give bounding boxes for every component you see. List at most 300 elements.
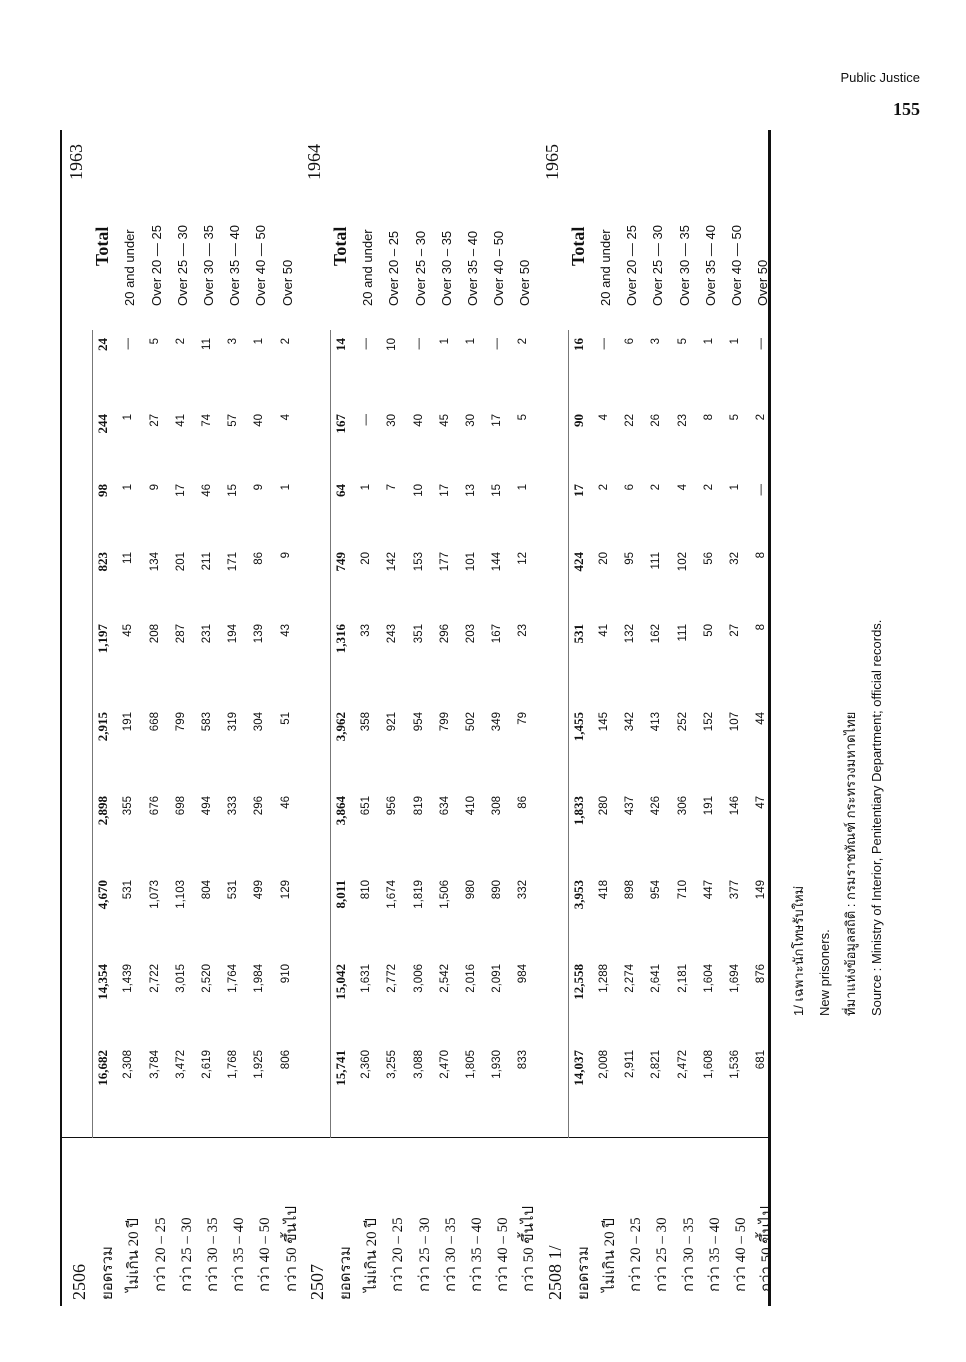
table-cell: 162 bbox=[650, 624, 663, 644]
total-cell: 823 bbox=[95, 552, 111, 572]
age-label-thai: ไม่เกิน 20 ปี bbox=[364, 1218, 381, 1292]
table-cell: 208 bbox=[148, 624, 161, 644]
table-cell: 145 bbox=[598, 712, 610, 732]
table-cell: 111 bbox=[676, 624, 689, 642]
table-row bbox=[409, 130, 435, 1306]
table-cell: 494 bbox=[201, 796, 213, 816]
table-cell: 3,088 bbox=[412, 1050, 425, 1079]
table-cell: 46 bbox=[279, 796, 292, 809]
table-cell: 819 bbox=[412, 796, 425, 816]
table-cell: 4 bbox=[279, 414, 292, 421]
table-cell: 349 bbox=[491, 712, 504, 732]
table-cell: 1,604 bbox=[702, 964, 715, 993]
table-cell: 191 bbox=[122, 712, 135, 732]
table-cell: — bbox=[598, 338, 610, 350]
table-cell: 211 bbox=[201, 552, 213, 571]
table-cell: 9 bbox=[148, 484, 161, 491]
table-cell: 12 bbox=[517, 552, 530, 565]
table-cell: — bbox=[491, 338, 504, 350]
table-cell: 799 bbox=[174, 712, 187, 732]
table-row bbox=[673, 130, 699, 1306]
table-cell: 1 bbox=[729, 338, 741, 345]
table-row bbox=[171, 130, 197, 1306]
age-label-thai: กว่า 35 – 40 bbox=[469, 1217, 485, 1292]
table-cell: 377 bbox=[729, 880, 741, 900]
table-cell: 5 bbox=[517, 414, 530, 421]
table-row bbox=[699, 130, 725, 1306]
total-cell: 98 bbox=[95, 484, 111, 497]
table-cell: 2,911 bbox=[624, 1050, 637, 1078]
table-cell: 44 bbox=[755, 712, 768, 725]
table-cell: 167 bbox=[491, 624, 504, 644]
table-row bbox=[461, 130, 487, 1306]
table-cell: 2,091 bbox=[491, 964, 504, 993]
total-cell: 16,682 bbox=[95, 1050, 111, 1086]
table-cell: 1 bbox=[279, 484, 292, 491]
table-cell: 956 bbox=[386, 796, 399, 816]
table-cell: 51 bbox=[279, 712, 292, 725]
table-cell: 30 bbox=[465, 414, 477, 427]
total-rule bbox=[92, 330, 93, 1138]
table-cell: 1,103 bbox=[174, 880, 187, 909]
table-cell: 921 bbox=[386, 712, 399, 732]
table-cell: 1 bbox=[465, 338, 477, 345]
table-cell: 306 bbox=[676, 796, 689, 816]
total-cell: 749 bbox=[333, 552, 348, 572]
table-cell: 17 bbox=[174, 484, 187, 497]
footnotes bbox=[786, 136, 890, 1016]
table-cell: 2 bbox=[517, 338, 530, 345]
table-cell: 418 bbox=[598, 880, 610, 900]
table-cell: 129 bbox=[279, 880, 292, 900]
table-cell: 954 bbox=[650, 880, 663, 900]
table-cell: 46 bbox=[201, 484, 213, 497]
table-cell: 2,472 bbox=[676, 1050, 689, 1079]
table-row bbox=[594, 130, 620, 1306]
table-cell: 413 bbox=[650, 712, 663, 732]
table-cell: — bbox=[360, 338, 373, 350]
table-cell: 5 bbox=[729, 414, 741, 421]
table-cell: 2,016 bbox=[465, 964, 477, 993]
table-cell: 3,015 bbox=[174, 964, 187, 993]
table-row bbox=[197, 130, 223, 1306]
table-cell: 13 bbox=[465, 484, 477, 497]
total-label-english: Total bbox=[92, 226, 113, 266]
table-cell: 410 bbox=[465, 796, 477, 816]
age-label-thai: ไม่เกิน 20 ปี bbox=[126, 1218, 143, 1292]
table-cell: 111 bbox=[650, 552, 663, 570]
age-label-english: Over 35 – 40 bbox=[465, 230, 480, 306]
table-cell: 1,984 bbox=[253, 964, 266, 993]
table-cell: 980 bbox=[465, 880, 477, 900]
table-cell: 426 bbox=[650, 796, 663, 816]
table-row bbox=[620, 130, 646, 1306]
age-label-english: Over 35 — 40 bbox=[702, 225, 718, 306]
table-cell: 27 bbox=[729, 624, 741, 637]
table-cell: 22 bbox=[624, 414, 637, 427]
table-cell: 45 bbox=[438, 414, 451, 427]
age-label-thai: กว่า 30 – 35 bbox=[442, 1217, 459, 1292]
age-label-english: Over 20 — 25 bbox=[148, 225, 164, 306]
total-cell: 14,037 bbox=[570, 1050, 586, 1086]
table-cell: 804 bbox=[201, 880, 213, 900]
table-cell: 1,925 bbox=[253, 1050, 266, 1079]
age-label-thai: กว่า 20 – 25 bbox=[152, 1217, 169, 1292]
table-cell: — bbox=[412, 338, 425, 350]
rotated-table bbox=[60, 130, 884, 1306]
total-cell: 3,864 bbox=[333, 796, 348, 826]
table-cell: 47 bbox=[755, 796, 768, 809]
table-cell: 890 bbox=[491, 880, 504, 900]
table-cell: 2,308 bbox=[122, 1050, 135, 1079]
total-label-thai: ยอดรวม bbox=[338, 1246, 354, 1300]
table-cell: 1,819 bbox=[412, 880, 425, 909]
age-label-thai: กว่า 25 – 30 bbox=[654, 1217, 671, 1292]
table-cell: 107 bbox=[729, 712, 741, 732]
table-cell: 2,360 bbox=[360, 1050, 373, 1079]
table-cell: 308 bbox=[491, 796, 504, 816]
table-cell: 15 bbox=[491, 484, 504, 497]
table-cell: 8 bbox=[755, 552, 768, 559]
table-cell: 86 bbox=[517, 796, 530, 809]
table-cell: 2,772 bbox=[386, 964, 399, 993]
table-cell: 177 bbox=[438, 552, 451, 572]
statistics-table bbox=[60, 130, 884, 1306]
table-cell: 6 bbox=[624, 338, 637, 345]
total-cell: 167 bbox=[333, 414, 348, 434]
age-label-english: Over 20 – 25 bbox=[386, 230, 402, 306]
table-cell: 17 bbox=[491, 414, 504, 427]
table-cell: 1,506 bbox=[438, 880, 451, 909]
table-cell: 171 bbox=[227, 552, 240, 572]
age-label-thai: กว่า 40 – 50 bbox=[495, 1217, 512, 1292]
table-cell: 101 bbox=[465, 552, 477, 572]
age-label-english: Over 40 — 50 bbox=[729, 225, 744, 306]
table-cell: 2 bbox=[650, 484, 663, 491]
total-cell: 3,953 bbox=[570, 880, 586, 910]
table-row bbox=[646, 130, 672, 1306]
table-cell: 296 bbox=[253, 796, 266, 816]
table-cell: 304 bbox=[253, 712, 266, 732]
table-cell: 23 bbox=[517, 624, 530, 637]
year-english: 1965 bbox=[541, 144, 562, 180]
total-cell: 16 bbox=[570, 338, 586, 351]
table-row bbox=[145, 130, 171, 1306]
table-cell: 79 bbox=[517, 712, 530, 725]
table-cell: 95 bbox=[624, 552, 637, 565]
table-cell: 2,181 bbox=[676, 964, 689, 993]
table-cell: 1 bbox=[438, 338, 451, 345]
table-cell: 142 bbox=[386, 552, 399, 572]
age-label-english: Over 30 — 35 bbox=[676, 225, 692, 306]
table-cell: 45 bbox=[122, 624, 135, 637]
total-row bbox=[330, 130, 356, 1306]
table-cell: 651 bbox=[360, 796, 373, 816]
table-cell: 3 bbox=[227, 338, 240, 345]
table-cell: 17 bbox=[438, 484, 451, 497]
table-cell: 8 bbox=[755, 624, 768, 631]
table-cell: 1 bbox=[702, 338, 715, 345]
table-cell: 11 bbox=[122, 552, 135, 564]
table-cell: 296 bbox=[438, 624, 451, 644]
total-row bbox=[92, 130, 118, 1306]
table-cell: 984 bbox=[517, 964, 530, 984]
table-cell: 41 bbox=[598, 624, 610, 637]
table-cell: 2 bbox=[174, 338, 187, 345]
table-cell: 57 bbox=[227, 414, 240, 427]
table-cell: 280 bbox=[598, 796, 610, 816]
table-top-rule bbox=[60, 130, 62, 1306]
table-cell: 676 bbox=[148, 796, 161, 816]
table-cell: 132 bbox=[624, 624, 637, 644]
table-cell: — bbox=[122, 338, 135, 350]
age-label-english: 20 and under bbox=[598, 229, 613, 306]
table-cell: 333 bbox=[227, 796, 240, 816]
table-cell: 4 bbox=[598, 414, 610, 421]
table-cell: 2,008 bbox=[598, 1050, 610, 1079]
year-row bbox=[304, 130, 330, 1306]
table-cell: 583 bbox=[201, 712, 213, 732]
total-cell: 12,558 bbox=[570, 964, 586, 1000]
table-cell: 23 bbox=[676, 414, 689, 427]
table-row bbox=[435, 130, 461, 1306]
source-thai: ที่มาแห่งข้อมูลสถิติ : กรมราชทัณฑ์ กระทรวงมหาดไทย bbox=[843, 711, 858, 1016]
total-cell: 15,042 bbox=[333, 964, 348, 1000]
age-label-thai: กว่า 20 – 25 bbox=[628, 1217, 645, 1292]
table-cell: 40 bbox=[412, 414, 425, 427]
age-label-thai: กว่า 30 – 35 bbox=[205, 1217, 221, 1292]
section-title: Public Justice bbox=[840, 70, 920, 85]
age-label-thai: ไม่เกิน 20 ปี bbox=[602, 1218, 618, 1292]
year-row bbox=[542, 130, 568, 1306]
table-cell: 74 bbox=[201, 414, 213, 427]
age-label-thai: กว่า 50 ขึ้นไป bbox=[759, 1205, 776, 1292]
table-cell: 332 bbox=[517, 880, 530, 900]
table-cell: 194 bbox=[227, 624, 240, 644]
age-label-english: Over 25 — 30 bbox=[174, 225, 190, 306]
total-cell: 1,316 bbox=[333, 624, 348, 654]
table-cell: 43 bbox=[279, 624, 292, 637]
total-cell: 2,898 bbox=[95, 796, 111, 826]
table-cell: 1,674 bbox=[386, 880, 399, 909]
total-cell: 531 bbox=[570, 624, 586, 644]
table-cell: 3,472 bbox=[174, 1050, 187, 1079]
table-cell: 1,805 bbox=[465, 1050, 477, 1079]
total-label-english: Total bbox=[567, 226, 588, 266]
table-row bbox=[118, 130, 144, 1306]
total-cell: 4,670 bbox=[95, 880, 111, 910]
table-cell: 2 bbox=[702, 484, 715, 491]
footnote-thai: 1/ เฉพาะนักโทษรับใหม่ bbox=[791, 885, 806, 1016]
table-cell: — bbox=[755, 338, 768, 350]
table-cell: 1 bbox=[122, 414, 135, 421]
table-cell: 2 bbox=[598, 484, 610, 491]
table-cell: 358 bbox=[360, 712, 373, 732]
table-cell: 2,520 bbox=[201, 964, 213, 993]
table-cell: 342 bbox=[624, 712, 637, 732]
total-cell: 244 bbox=[95, 414, 111, 434]
age-label-english: 20 and under bbox=[360, 229, 376, 306]
table-row bbox=[382, 130, 408, 1306]
table-cell: 33 bbox=[360, 624, 373, 637]
table-cell: — bbox=[755, 484, 768, 496]
table-cell: 5 bbox=[148, 338, 161, 345]
total-label-english: Total bbox=[330, 226, 350, 266]
table-cell: 710 bbox=[676, 880, 689, 900]
age-label-english: Over 20 — 25 bbox=[624, 225, 640, 306]
table-cell: 2,274 bbox=[624, 964, 637, 993]
table-cell: 2,619 bbox=[201, 1050, 213, 1079]
table-cell: 1 bbox=[729, 484, 741, 491]
table-cell: 681 bbox=[755, 1050, 768, 1070]
table-row bbox=[751, 130, 777, 1306]
total-label-thai: ยอดรวม bbox=[100, 1246, 117, 1300]
table-cell: 153 bbox=[412, 552, 425, 572]
table-cell: 1,073 bbox=[148, 880, 161, 909]
table-cell: 20 bbox=[598, 552, 610, 565]
table-cell: 287 bbox=[174, 624, 187, 644]
total-cell: 14 bbox=[333, 338, 348, 351]
total-rule bbox=[330, 330, 331, 1138]
year-row bbox=[66, 130, 92, 1306]
table-cell: 437 bbox=[624, 796, 637, 816]
table-cell: 1,631 bbox=[360, 964, 373, 993]
table-cell: — bbox=[360, 414, 373, 426]
table-cell: 203 bbox=[465, 624, 477, 644]
table-cell: 8 bbox=[702, 414, 715, 421]
year-english: 1963 bbox=[66, 144, 86, 180]
table-row bbox=[223, 130, 249, 1306]
age-label-english: Over 50 bbox=[279, 259, 295, 306]
table-cell: 9 bbox=[253, 484, 266, 491]
table-cell: 243 bbox=[386, 624, 399, 644]
age-label-english: Over 25 – 30 bbox=[412, 230, 428, 306]
total-cell: 14,354 bbox=[95, 964, 111, 1000]
table-cell: 4 bbox=[676, 484, 689, 491]
age-label-thai: กว่า 40 – 50 bbox=[257, 1217, 274, 1292]
table-cell: 139 bbox=[253, 624, 266, 644]
table-cell: 2,641 bbox=[650, 964, 663, 993]
table-cell: 15 bbox=[227, 484, 240, 497]
age-label-thai: กว่า 35 – 40 bbox=[706, 1217, 723, 1292]
age-label-thai: กว่า 20 – 25 bbox=[390, 1217, 407, 1292]
table-cell: 32 bbox=[729, 552, 741, 565]
table-cell: 252 bbox=[676, 712, 689, 732]
table-row bbox=[487, 130, 513, 1306]
table-cell: 152 bbox=[702, 712, 715, 732]
source-english: Source : Ministry of Interior, Penitentiary Department; official records. bbox=[869, 619, 884, 1016]
age-label-thai: กว่า 25 – 30 bbox=[178, 1217, 195, 1292]
age-label-thai: กว่า 50 ขึ้นไป bbox=[521, 1205, 538, 1292]
page-number: 155 bbox=[893, 99, 920, 119]
table-cell: 27 bbox=[148, 414, 161, 427]
table-cell: 1,694 bbox=[729, 964, 741, 993]
table-cell: 86 bbox=[253, 552, 266, 565]
total-cell: 64 bbox=[333, 484, 348, 497]
table-cell: 11 bbox=[201, 338, 213, 350]
table-cell: 351 bbox=[412, 624, 425, 644]
total-cell: 17 bbox=[570, 484, 586, 497]
table-cell: 134 bbox=[148, 552, 161, 572]
table-cell: 1 bbox=[517, 484, 530, 491]
table-cell: 2,470 bbox=[438, 1050, 451, 1079]
table-cell: 2 bbox=[279, 338, 292, 345]
total-cell: 1,455 bbox=[570, 712, 586, 742]
table-cell: 2,722 bbox=[148, 964, 161, 993]
total-cell: 1,197 bbox=[95, 624, 111, 654]
age-label-thai: กว่า 25 – 30 bbox=[416, 1217, 433, 1292]
total-cell: 1,833 bbox=[570, 796, 586, 826]
table-cell: 355 bbox=[122, 796, 135, 816]
age-label-thai: กว่า 40 – 50 bbox=[733, 1217, 749, 1292]
total-cell: 15,741 bbox=[333, 1050, 348, 1086]
table-cell: 30 bbox=[386, 414, 399, 427]
table-cell: 231 bbox=[201, 624, 213, 644]
table-row bbox=[725, 130, 751, 1306]
table-cell: 1 bbox=[122, 484, 135, 491]
table-cell: 3,784 bbox=[148, 1050, 161, 1079]
table-cell: 1 bbox=[253, 338, 266, 345]
table-cell: 5 bbox=[676, 338, 689, 345]
table-cell: 1,764 bbox=[227, 964, 240, 993]
total-cell: 3,962 bbox=[333, 712, 348, 742]
table-cell: 810 bbox=[360, 880, 373, 900]
table-cell: 2,821 bbox=[650, 1050, 663, 1079]
table-cell: 806 bbox=[279, 1050, 292, 1070]
table-cell: 698 bbox=[174, 796, 187, 816]
age-label-english: Over 40 – 50 bbox=[491, 230, 507, 306]
page-header bbox=[841, 70, 920, 120]
footnote-english: New prisoners. bbox=[817, 929, 832, 1016]
age-label-english: Over 50 bbox=[517, 259, 533, 306]
age-label-thai: กว่า 30 – 35 bbox=[680, 1217, 697, 1292]
age-label-english: Over 40 — 50 bbox=[253, 225, 269, 306]
table-cell: 1,768 bbox=[227, 1050, 240, 1079]
age-label-english: Over 25 — 30 bbox=[650, 225, 666, 306]
total-cell: 2,915 bbox=[95, 712, 111, 742]
table-cell: 3,255 bbox=[386, 1050, 399, 1079]
table-cell: 144 bbox=[491, 552, 504, 572]
table-cell: 1 bbox=[360, 484, 373, 491]
age-label-english: Over 30 – 35 bbox=[438, 230, 454, 306]
table-cell: 910 bbox=[279, 964, 292, 984]
table-cell: 1,608 bbox=[702, 1050, 715, 1079]
table-cell: 9 bbox=[279, 552, 292, 559]
table-cell: 898 bbox=[624, 880, 637, 900]
table-cell: 10 bbox=[412, 484, 425, 497]
table-row bbox=[249, 130, 275, 1306]
table-row bbox=[356, 130, 382, 1306]
table-cell: 531 bbox=[122, 880, 135, 900]
table-cell: 40 bbox=[253, 414, 266, 427]
table-cell: 833 bbox=[517, 1050, 530, 1070]
table-cell: 876 bbox=[755, 964, 768, 984]
table-cell: 1,930 bbox=[491, 1050, 504, 1079]
table-row bbox=[513, 130, 539, 1306]
table-cell: 56 bbox=[702, 552, 715, 565]
age-label-thai: กว่า 35 – 40 bbox=[231, 1217, 248, 1292]
total-cell: 424 bbox=[570, 552, 586, 572]
year-thai: 2508 1/ bbox=[544, 1245, 565, 1300]
table-cell: 201 bbox=[174, 552, 187, 572]
total-cell: 24 bbox=[95, 338, 111, 351]
table-cell: 26 bbox=[650, 414, 663, 427]
table-cell: 499 bbox=[253, 880, 266, 900]
table-cell: 1,536 bbox=[729, 1050, 741, 1079]
total-label-thai: ยอดรวม bbox=[575, 1246, 592, 1300]
table-cell: 447 bbox=[702, 880, 715, 900]
table-cell: 799 bbox=[438, 712, 451, 732]
